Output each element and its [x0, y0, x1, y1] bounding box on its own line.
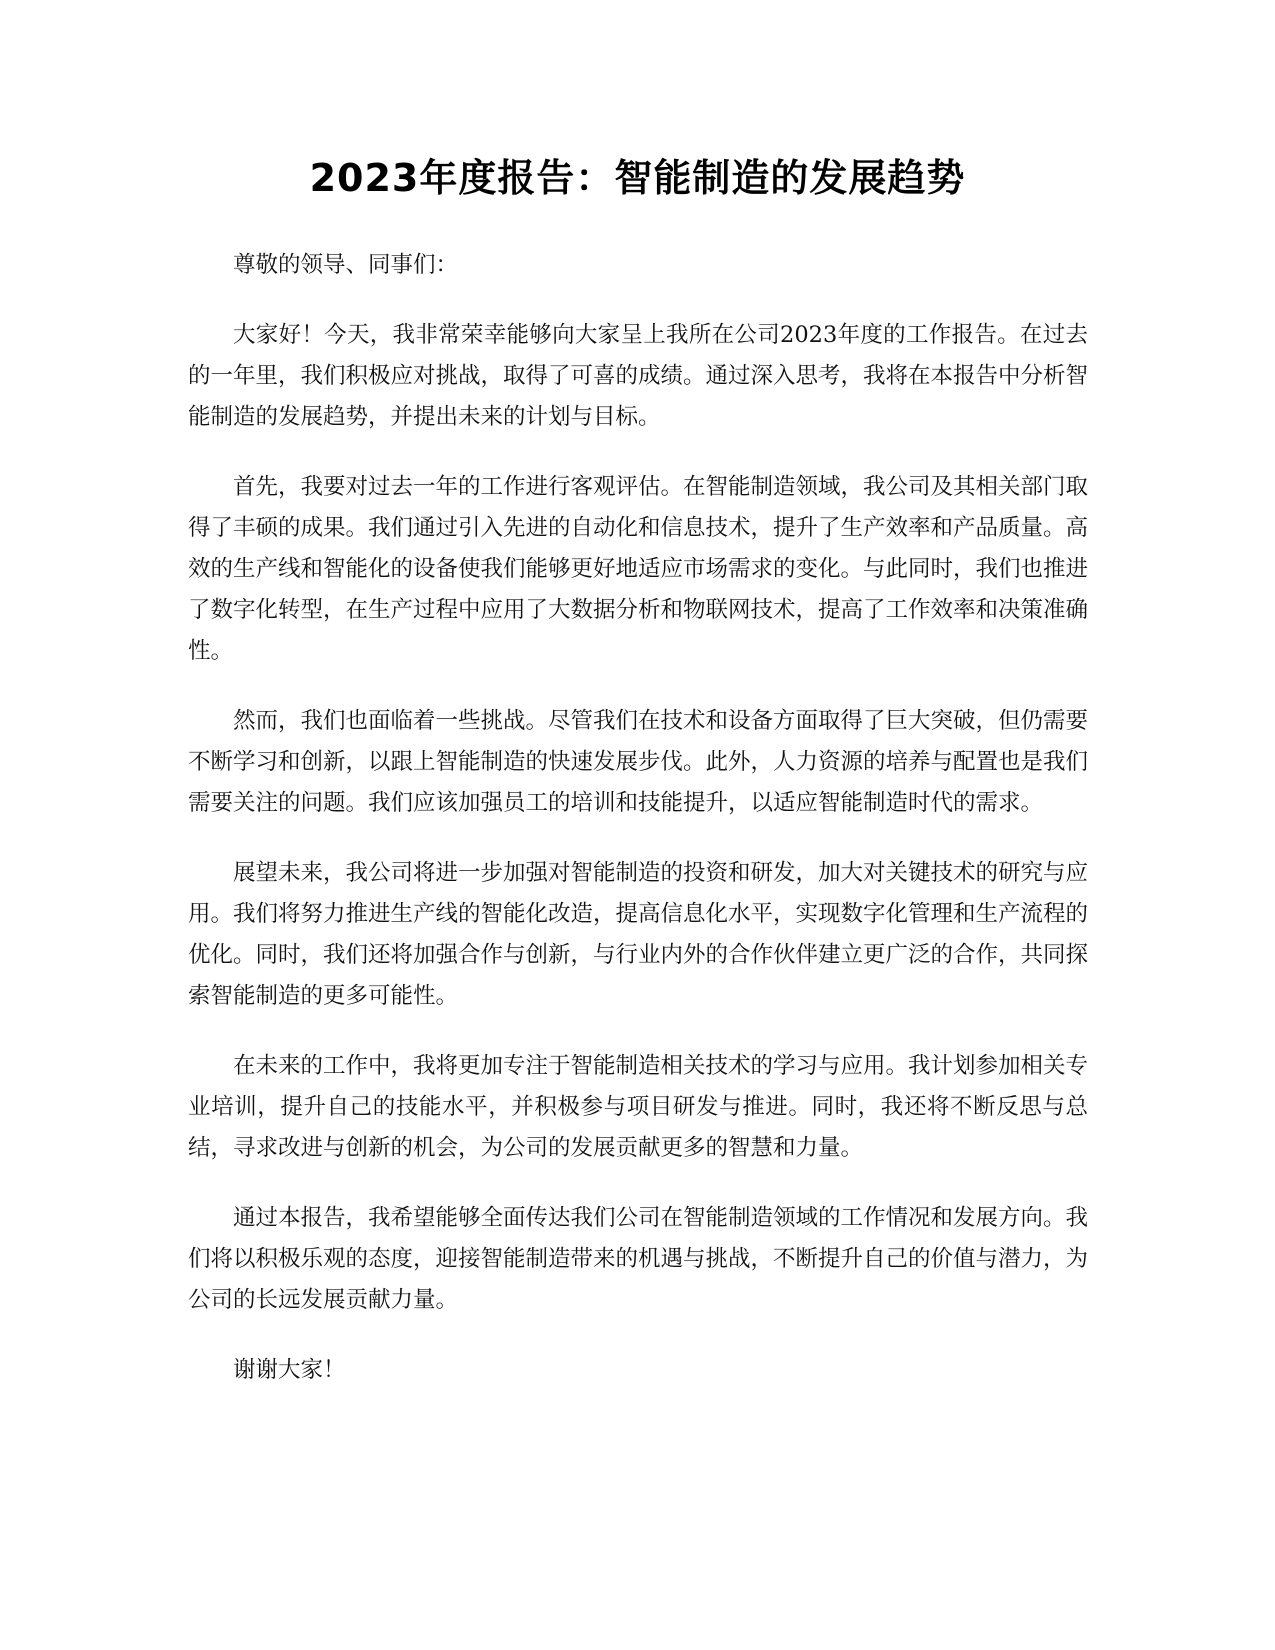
salutation: 尊敬的领导、同事们： [233, 252, 459, 278]
document-title: 2023年度报告：智能制造的发展趋势 [309, 156, 966, 200]
document-body [188, 245, 1088, 1420]
paragraph-challenges: 然而，我们也面临着一些挑战。尽管我们在技术和设备方面取得了巨大突破，但仍需要不断学习和创新，以跟上智能制造的快速发展步伐。此外，人力资源的培养与配置也是我们需要关注的问题。我们应该加强员工的培训和技能提升，以适应智能制造时代的需求。 [188, 708, 1089, 816]
paragraph-conclusion: 通过本报告，我希望能够全面传达我们公司在智能制造领域的工作情况和发展方向。我们将以积极乐观的态度，迎接智能制造带来的机遇与挑战，不断提升自己的价值与潜力，为公司的长远发展贡献力量。 [188, 1205, 1089, 1313]
paragraph-evaluation: 首先，我要对过去一年的工作进行客观评估。在智能制造领域，我公司及其相关部门取得了丰硕的成果。我们通过引入先进的自动化和信息技术，提升了生产效率和产品质量。高效的生产线和智能化的设备使我们能够更好地适应市场需求的变化。与此同时，我们也推进了数字化转型，在生产过程中应用了大数据分析和物联网技术，提高了工作效率和决策准确性。 [188, 474, 1089, 664]
paragraph-outlook: 展望未来，我公司将进一步加强对智能制造的投资和研发，加大对关键技术的研究与应用。我们将努力推进生产线的智能化改造，提高信息化水平，实现数字化管理和生产流程的优化。同时，我们还将加强合作与创新，与行业内外的合作伙伴建立更广泛的合作，共同探索智能制造的更多可能性。 [188, 860, 1089, 1009]
paragraph-introduction: 大家好！今天，我非常荣幸能够向大家呈上我所在公司2023年度的工作报告。在过去的一年里，我们积极应对挑战，取得了可喜的成绩。通过深入思考，我将在本报告中分析智能制造的发展趋势，并提出未来的计划与目标。 [188, 322, 1089, 430]
paragraph-personal-plan: 在未来的工作中，我将更加专注于智能制造相关技术的学习与应用。我计划参加相关专业培训，提升自己的技能水平，并积极参与项目研发与推进。同时，我还将不断反思与总结，寻求改进与创新的机会，为公司的发展贡献更多的智慧和力量。 [188, 1053, 1089, 1161]
closing-thanks: 谢谢大家！ [233, 1357, 346, 1383]
